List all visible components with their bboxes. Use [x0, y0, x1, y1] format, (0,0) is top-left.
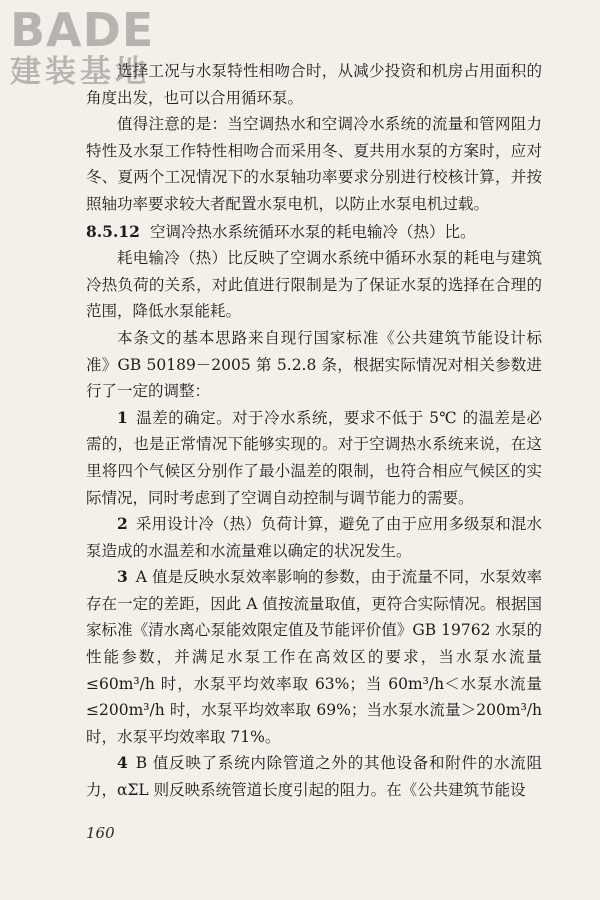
paragraph-note: 值得注意的是：当空调热水和空调冷水系统的流量和管网阻力特性及水泵工作特性相吻合而采用冬、夏共用水泵的方案时，应对冬、夏两个工况情况下的水泵轴功率要求分别进行校核计算，并按照轴功率要求较大者配置水泵电机，以防止水泵电机过载。	[86, 115, 542, 213]
list-item-number: 1	[117, 407, 128, 427]
list-item	[86, 564, 542, 750]
list-item-text: 温差的确定。对于冷水系统，要求不低于 5℃ 的温差是必需的，也是正常情况下能够实现的。对于空调热水系统来说，在这里将四个气候区分别作了最小温差的限制，也符合相应气候区的实际情况，同时考虑到了空调自动控制与调节能力的需要。	[86, 408, 542, 507]
list-item	[86, 511, 542, 564]
list-item-number: 3	[117, 567, 128, 587]
page-number: 160	[86, 824, 115, 842]
list-item-text: 采用设计冷（热）负荷计算，避免了由于应用多级泵和混水泵造成的水温差和水流量难以确定的状况发生。	[86, 515, 542, 560]
clause-heading	[86, 219, 542, 246]
page-body	[86, 58, 542, 804]
list-item-number: 4	[117, 753, 128, 773]
list-item	[86, 405, 542, 511]
watermark-subtitle: 建装基地	[10, 54, 150, 90]
list-item-text: B 值反映了系统内除管道之外的其他设备和附件的水流阻力，αΣL 则反映系统管道长度引起的阻力。在《公共建筑节能设	[86, 754, 542, 800]
paragraph-continued: 选择工况与水泵特性相吻合时，从减少投资和机房占用面积的角度出发，也可以合用循环泵。	[86, 62, 542, 107]
paragraph-basis: 本条文的基本思路来自现行国家标准《公共建筑节能设计标准》GB 50189－2005 第 5.2.8 条，根据实际情况对相关参数进行了一定的调整：	[86, 328, 542, 401]
paragraph-definition: 耗电输冷（热）比反映了空调水系统中循环水泵的耗电与建筑冷热负荷的关系，对此值进行限制是为了保证水泵的选择在合理的范围，降低水泵能耗。	[86, 249, 542, 321]
list-item	[86, 750, 542, 803]
list-item-number: 2	[117, 514, 128, 534]
watermark-brand: BADE	[10, 3, 155, 57]
clause-number: 8.5.12	[86, 221, 140, 241]
clause-title: 空调冷热水系统循环水泵的耗电输冷（热）比。	[149, 222, 476, 241]
list-item-text: A 值是反映水泵效率影响的参数，由于流量不同，水泵效率存在一定的差距，因此 A 值按流量取值，更符合实际情况。根据国家标准《清水离心泵能效限定值及节能评价值》GB 19762 水泵的性能参数，并满足水泵工作在高效区的要求，当水泵水流量≤60m³/h 时，水泵平均效率取 63%；当 60m³/h＜水泵水流量≤200m³/h 时，水泵平均效率取 69%；当水泵水流量＞200m³/h 时，水泵平均效率取 71%。	[86, 568, 542, 746]
